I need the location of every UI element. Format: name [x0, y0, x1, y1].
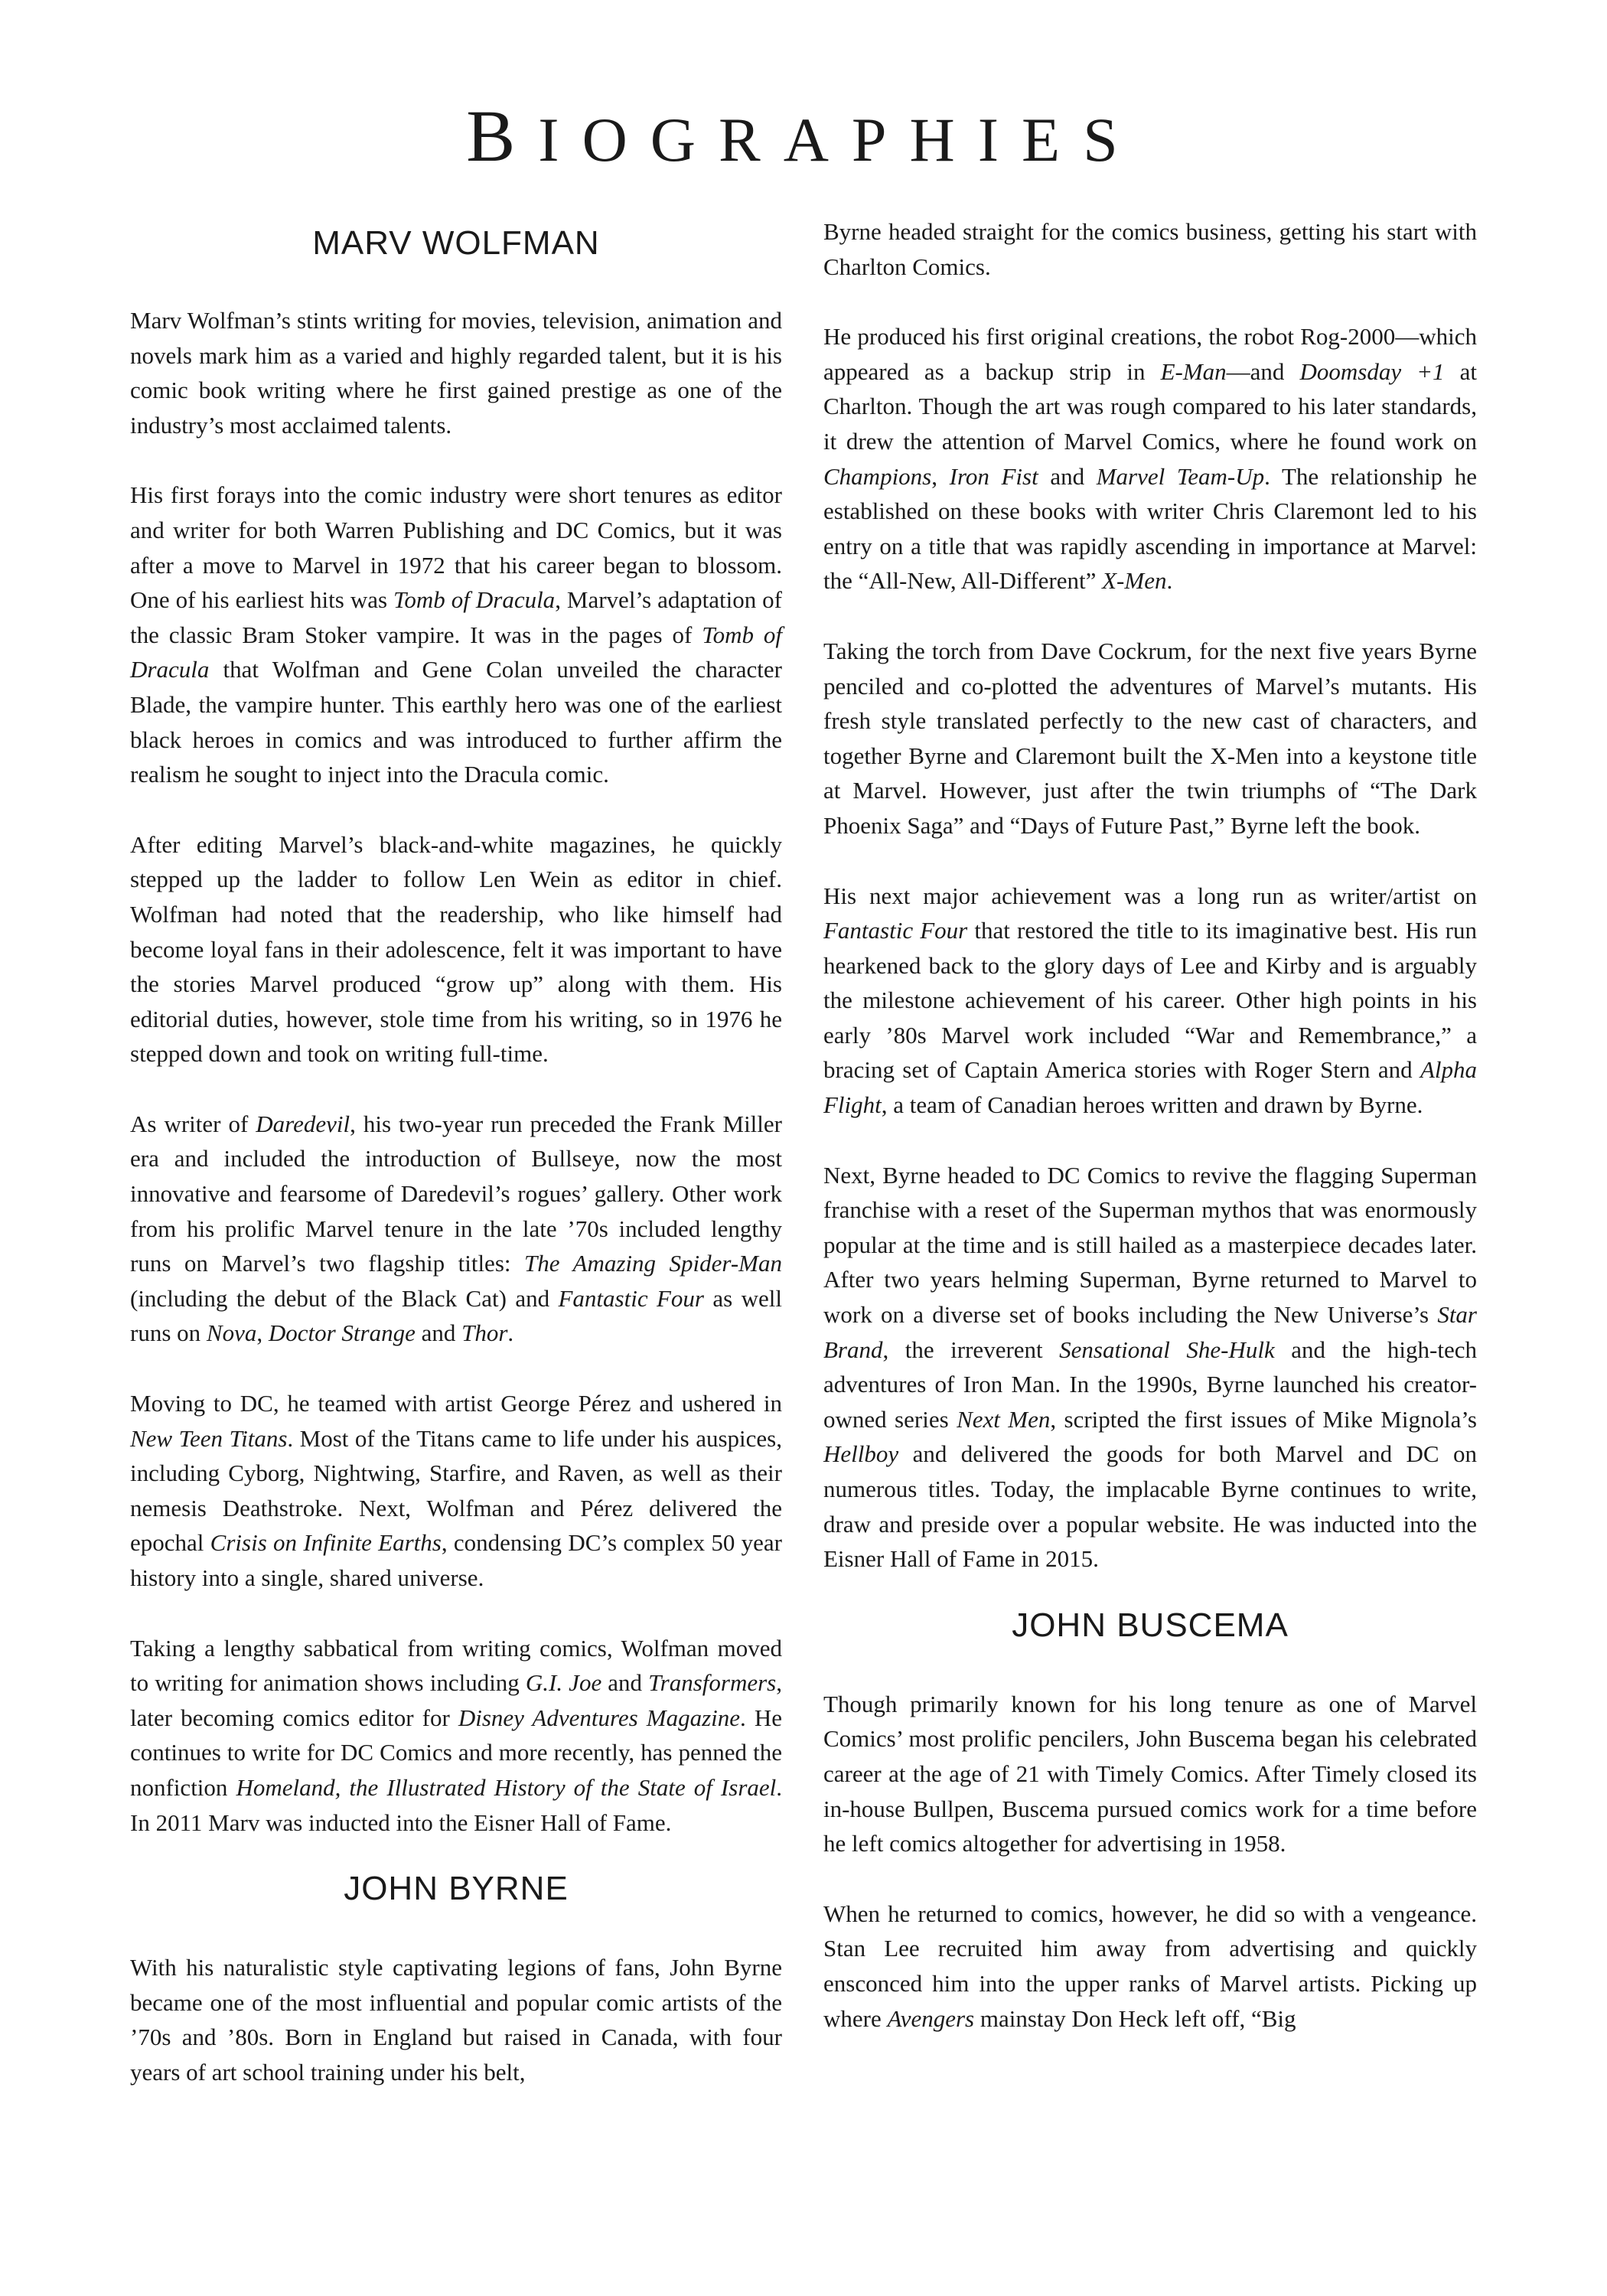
- right-column: [823, 214, 1477, 2036]
- left-column: [130, 214, 782, 2090]
- byrne-paragraph-1: With his naturalistic style captivating legions of fans, John Byrne became one of the most influential and popular comic artists of the ’70s and ’80s. Born in England but raised in Canada, with four years of art school training under his belt,: [130, 1954, 782, 2086]
- page-title: BIOGRAPHIES: [466, 95, 1141, 177]
- buscema-paragraph-2: When he returned to comics, however, he did so with a vengeance. Stan Lee recruited him away from advertising and quickly ensconced him into the upper ranks of Marvel artists. Picking up where Avengers mainstay Don Heck left off, “Big: [823, 1900, 1477, 2032]
- heading-marv-wolfman: MARV WOLFMAN: [312, 224, 600, 262]
- wolfman-paragraph-1: Marv Wolfman’s stints writing for movies, television, animation and novels mark him as a varied and highly regarded talent, but it is his comic book writing where he first gained prestige as one of the industry’s most acclaimed talents.: [130, 307, 782, 439]
- heading-john-byrne: JOHN BYRNE: [344, 1870, 569, 1908]
- heading-john-buscema: JOHN BUSCEMA: [1012, 1606, 1289, 1644]
- byrne-paragraph-2: He produced his first original creations, the robot Rog-2000—which appeared as a backup strip in E-Man—and Doomsday +1 at Charlton. Though the art was rough compared to his later standards, it drew the attention of Marvel Comics, where he found work on Champions, Iron Fist and Marvel Team-Up. The relationship he established on these books with writer Chris Claremont led to his entry on a title that was rapidly ascending in importance at Marvel: the “All-New, All-Different” X-Men.: [823, 323, 1478, 595]
- byrne-paragraph-5: Next, Byrne headed to DC Comics to revive the flagging Superman franchise with a reset of the Superman mythos that was enormously popular at the time and is still hailed as a masterpiece decades later. After two years helming Superman, Byrne returned to Marvel to work on a diverse set of books including the New Universe’s Star Brand, the irreverent Sensational She-Hulk and the high-tech adventures of Iron Man. In the 1990s, Byrne launched his creator-owned series Next Men, scripted the first issues of Mike Mignola’s Hellboy and delivered the goods for both Marvel and DC on numerous titles. Today, the implacable Byrne continues to write, draw and preside over a popular website. He was inducted into the Eisner Hall of Fame in 2015.: [823, 1161, 1478, 1573]
- byrne-paragraph-3: Taking the torch from Dave Cockrum, for the next five years Byrne penciled and co-plotted the adventures of Marvel’s mutants. His fresh style translated perfectly to the new cast of characters, and together Byrne and Claremont built the X-Men into a keystone title at Marvel. However, just after the twin triumphs of “The Dark Phoenix Saga” and “Days of Future Past,” Byrne left the book.: [823, 637, 1477, 839]
- byrne-paragraph-1-continued: Byrne headed straight for the comics business, getting his start with Charlton Comics.: [823, 218, 1477, 280]
- byrne-paragraph-4: His next major achievement was a long run as writer/artist on Fantastic Four that restored the title to its imaginative best. His run hearkened back to the glory days of Lee and Kirby and is arguably the milestone achievement of his career. Other high points in his early ’80s Marvel work included “War and Remembrance,” a bracing set of Captain America stories with Roger Stern and Alpha Flight, a team of Canadian heroes written and drawn by Byrne.: [823, 882, 1477, 1119]
- wolfman-paragraph-3: After editing Marvel’s black-and-white magazines, he quickly stepped up the ladder to follow Len Wein as editor in chief. Wolfman had noted that the readership, who like himself had become loyal fans in their adolescence, felt it was important to have the stories Marvel produced “grow up” along with them. His editorial duties, however, stole time from his writing, so in 1976 he stepped down and took on writing full-time.: [130, 830, 782, 1068]
- buscema-paragraph-1: Though primarily known for his long tenure as one of Marvel Comics’ most prolific pencilers, John Buscema began his celebrated career at the age of 21 with Timely Comics. After Timely closed its in-house Bullpen, Buscema pursued comics work for a time before he left comics altogether for advertising in 1958.: [823, 1690, 1477, 1857]
- wolfman-paragraph-2: His first forays into the comic industry were short tenures as editor and writer for both Warren Publishing and DC Comics, but it was after a move to Marvel in 1972 that his career began to blossom. One of his earliest hits was Tomb of Dracula, Marvel’s adaptation of the classic Bram Stoker vampire. It was in the pages of Tomb of Dracula that Wolfman and Gene Colan unveiled the character Blade, the vampire hunter. This earthly hero was one of the earliest black heroes in comics and was introduced to further affirm the realism he sought to inject into the Dracula comic.: [130, 481, 782, 788]
- wolfman-paragraph-4: As writer of Daredevil, his two-year run preceded the Frank Miller era and included the introduction of Bullseye, now the most innovative and fearsome of Daredevil’s rogues’ gallery. Other work from his prolific Marvel tenure in the late ’70s included lengthy runs on Marvel’s two flagship titles: The Amazing Spider-Man (including the debut of the Black Cat) and Fantastic Four as well runs on Nova, Doctor Strange and Thor.: [130, 1110, 782, 1347]
- wolfman-paragraph-5: Moving to DC, he teamed with artist George Pérez and ushered in New Teen Titans. Most of the Titans came to life under his auspices, including Cyborg, Nightwing, Starfire, and Raven, as well as their nemesis Deathstroke. Next, Wolfman and Pérez delivered the epochal Crisis on Infinite Earths, condensing DC’s complex 50 year history into a single, shared universe.: [130, 1390, 782, 1591]
- wolfman-paragraph-6: Taking a lengthy sabbatical from writing comics, Wolfman moved to writing for animation shows including G.I. Joe and Transformers, later becoming comics editor for Disney Adventures Magazine. He continues to write for DC Comics and more recently, has penned the nonfiction Homeland, the Illustrated History of the State of Israel. In 2011 Marv was inducted into the Eisner Hall of Fame.: [130, 1634, 783, 1836]
